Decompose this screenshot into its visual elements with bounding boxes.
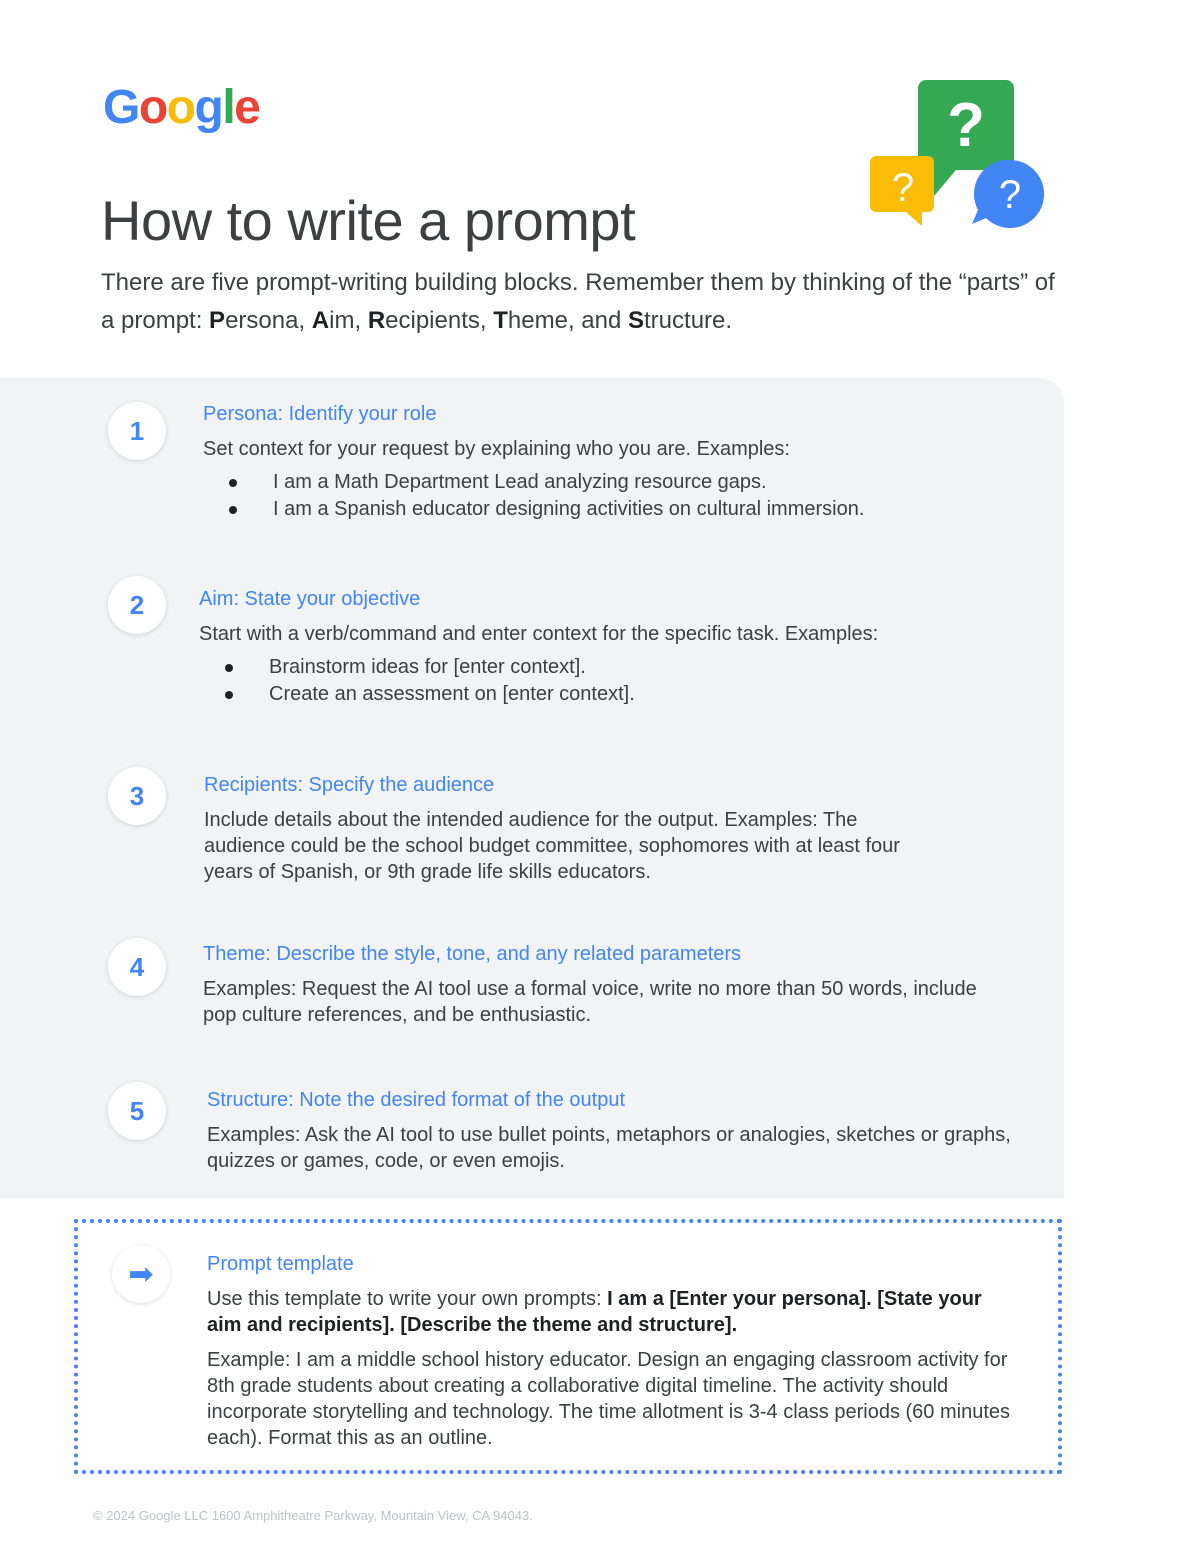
arrow-right-icon: ➡ bbox=[112, 1245, 170, 1303]
list-item: Brainstorm ideas for [enter context]. bbox=[199, 654, 1029, 681]
section-structure bbox=[207, 1087, 1027, 1174]
step-number-badge: 1 bbox=[108, 402, 166, 460]
template-instructions bbox=[207, 1286, 1017, 1338]
section-heading: Persona: Identify your role bbox=[203, 403, 437, 425]
list-item: I am a Spanish educator designing activities on cultural immersion. bbox=[203, 496, 1033, 523]
intro-term-rest: heme bbox=[507, 307, 568, 334]
section-body: Set context for your request by explaining who you are. Examples: bbox=[203, 438, 790, 460]
template-example: Example: I am a middle school history educator. Design an engaging classroom activity for 8th grade students about creating a collaborative digital timeline. The activity should incorporate storytelling and technology. The time allotment is 3-4 class periods (60 minutes each). Format this as an outline. bbox=[207, 1349, 1010, 1449]
question-mark: ? bbox=[947, 91, 985, 160]
section-body: Examples: Request the AI tool use a formal voice, write no more than 50 words, include pop culture references, and be enthusiastic. bbox=[203, 978, 977, 1026]
template-formula: I am a [Enter your persona]. [State your aim and recipients]. [Describe the theme and structure]. bbox=[207, 1288, 982, 1336]
intro-separator: , and bbox=[567, 307, 628, 334]
section-persona bbox=[203, 401, 1033, 523]
list-item: I am a Math Department Lead analyzing resource gaps. bbox=[203, 469, 1033, 496]
intro-term-initial: S bbox=[628, 307, 645, 334]
section-heading: Recipients: Specify the audience bbox=[204, 774, 495, 796]
list-item: Create an assessment on [enter context]. bbox=[199, 681, 1029, 708]
section-heading: Prompt template bbox=[207, 1253, 354, 1275]
section-body: Examples: Ask the AI tool to use bullet points, metaphors or analogies, sketches or graphs, quizzes or games, code, or even emojis. bbox=[207, 1124, 1011, 1172]
intro-term-initial: T bbox=[493, 307, 508, 334]
step-number-badge: 4 bbox=[108, 938, 166, 996]
intro-separator: , bbox=[298, 307, 312, 334]
logo-letter: o bbox=[138, 81, 167, 134]
logo-letter: G bbox=[103, 81, 139, 134]
intro-text: There are five prompt-writing building blocks. Remember them by thinking of the “parts” of a prompt: bbox=[101, 269, 1055, 334]
template-intro: Use this template to write your own prompts: bbox=[207, 1288, 608, 1310]
section-heading: Aim: State your objective bbox=[199, 588, 421, 610]
footer-copyright: © 2024 Google LLC 1600 Amphitheatre Parkway, Mountain View, CA 94043. bbox=[93, 1508, 533, 1523]
intro-paragraph bbox=[101, 264, 1061, 340]
section-aim bbox=[199, 586, 1029, 708]
section-prompt-template bbox=[207, 1251, 1017, 1451]
example-list bbox=[203, 469, 1033, 523]
question-mark: ? bbox=[891, 166, 915, 210]
intro-term-rest: ecipients bbox=[385, 307, 480, 334]
question-mark: ? bbox=[998, 173, 1022, 217]
section-body: Start with a verb/command and enter context for the specific task. Examples: bbox=[199, 623, 879, 645]
intro-term-initial: P bbox=[209, 307, 226, 334]
intro-term-initial: A bbox=[311, 307, 330, 334]
logo-letter: e bbox=[234, 81, 260, 134]
intro-term-rest: ersona bbox=[225, 307, 299, 334]
step-number-badge: 5 bbox=[108, 1082, 166, 1140]
intro-term-rest: tructure bbox=[644, 307, 726, 334]
google-logo bbox=[103, 81, 260, 134]
question-bubbles-icon bbox=[868, 76, 1048, 236]
step-number-badge: 2 bbox=[108, 576, 166, 634]
section-recipients bbox=[204, 772, 944, 885]
section-heading: Structure: Note the desired format of the output bbox=[207, 1089, 626, 1111]
intro-separator: , bbox=[479, 307, 494, 334]
logo-letter: l bbox=[222, 81, 235, 134]
section-heading: Theme: Describe the style, tone, and any related parameters bbox=[203, 943, 742, 965]
intro-separator: , bbox=[354, 307, 368, 334]
section-body: Include details about the intended audience for the output. Examples: The audience could be the school budget committee, sophomores with at least four years of Spanish, or 9th grade life skills educators. bbox=[204, 809, 900, 883]
logo-letter: g bbox=[194, 81, 223, 134]
section-theme bbox=[203, 941, 1003, 1028]
logo-letter: o bbox=[166, 81, 195, 134]
intro-separator: . bbox=[725, 307, 733, 334]
example-list bbox=[199, 654, 1029, 708]
intro-term-rest: im bbox=[329, 307, 355, 334]
page-title: How to write a prompt bbox=[101, 189, 636, 252]
step-number-badge: 3 bbox=[108, 767, 166, 825]
intro-term-initial: R bbox=[367, 307, 386, 334]
